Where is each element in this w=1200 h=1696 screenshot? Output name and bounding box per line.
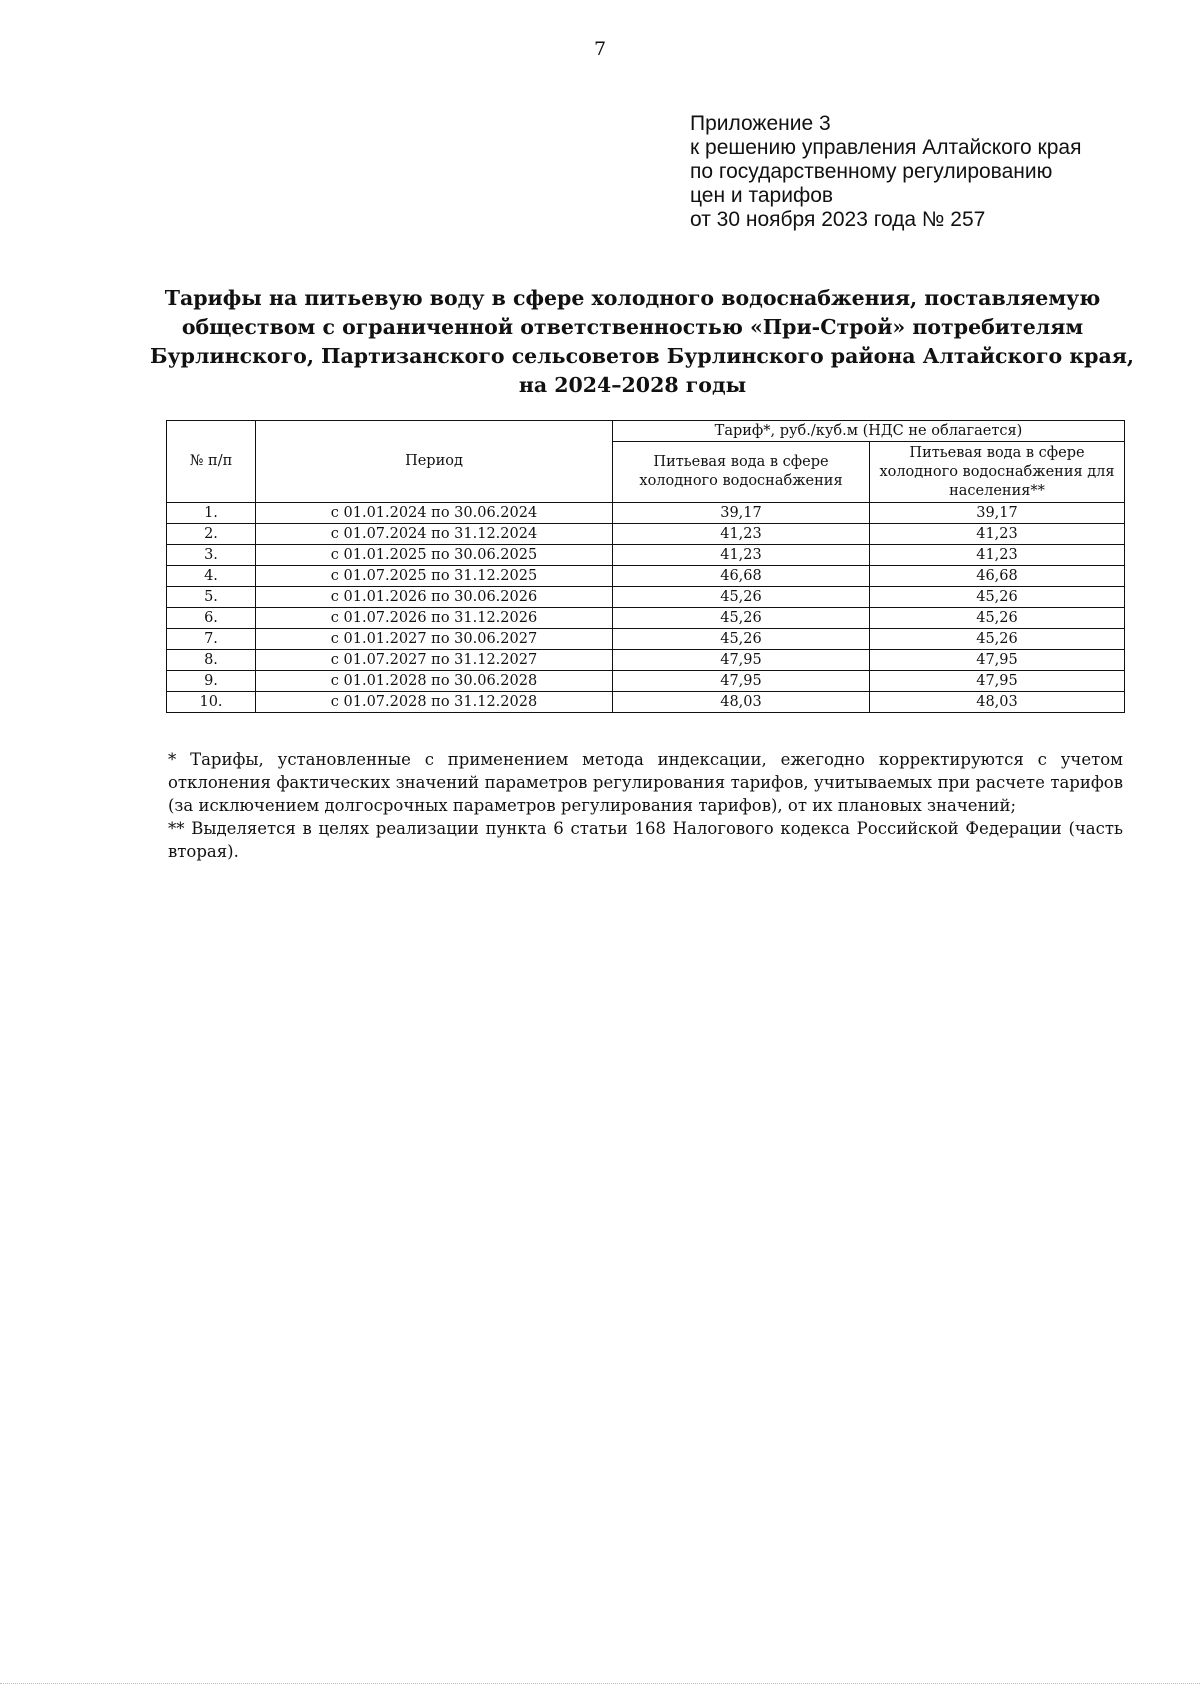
page-number: 7 bbox=[593, 38, 607, 60]
table-row bbox=[167, 524, 1125, 545]
table-row bbox=[167, 503, 1125, 524]
cell-period: с 01.07.2028 по 31.12.2028 bbox=[256, 692, 613, 713]
header-drinking-water: Питьевая вода в сфере холодного водоснабжения bbox=[613, 442, 870, 503]
table-row bbox=[167, 629, 1125, 650]
cell-num: 8. bbox=[167, 650, 256, 671]
cell-tariff-population: 45,26 bbox=[870, 629, 1125, 650]
cell-tariff: 45,26 bbox=[613, 608, 870, 629]
title-line: Бурлинского, Партизанского сельсоветов Бурлинского района Алтайского края, bbox=[150, 344, 1135, 368]
cell-num: 10. bbox=[167, 692, 256, 713]
cell-tariff: 45,26 bbox=[613, 629, 870, 650]
cell-tariff: 46,68 bbox=[613, 566, 870, 587]
cell-tariff-population: 48,03 bbox=[870, 692, 1125, 713]
cell-num: 4. bbox=[167, 566, 256, 587]
table-row bbox=[167, 608, 1125, 629]
cell-num: 5. bbox=[167, 587, 256, 608]
table-row bbox=[167, 566, 1125, 587]
footnote-2: ** Выделяется в целях реализации пункта 6 статьи 168 Налогового кодекса Российской Федерации (часть вторая). bbox=[168, 819, 1123, 861]
cell-period: с 01.01.2028 по 30.06.2028 bbox=[256, 671, 613, 692]
cell-tariff-population: 47,95 bbox=[870, 671, 1125, 692]
cell-num: 6. bbox=[167, 608, 256, 629]
cell-num: 7. bbox=[167, 629, 256, 650]
header-num: № п/п bbox=[167, 421, 256, 503]
cell-num: 2. bbox=[167, 524, 256, 545]
appendix-line: Приложение 3 bbox=[690, 112, 831, 135]
cell-period: с 01.07.2024 по 31.12.2024 bbox=[256, 524, 613, 545]
table-body bbox=[167, 503, 1125, 713]
cell-tariff-population: 45,26 bbox=[870, 587, 1125, 608]
tariff-table bbox=[166, 420, 1125, 713]
table-row bbox=[167, 587, 1125, 608]
cell-tariff-population: 46,68 bbox=[870, 566, 1125, 587]
title-line: обществом с ограниченной ответственностью «При-Строй» потребителям bbox=[181, 315, 1084, 339]
cell-tariff-population: 39,17 bbox=[870, 503, 1125, 524]
title-line: на 2024–2028 годы bbox=[518, 373, 747, 397]
header-period: Период bbox=[256, 421, 613, 503]
cell-tariff-population: 47,95 bbox=[870, 650, 1125, 671]
document-title bbox=[150, 284, 1135, 400]
cell-tariff: 41,23 bbox=[613, 524, 870, 545]
appendix-block bbox=[690, 112, 1081, 232]
cell-tariff: 48,03 bbox=[613, 692, 870, 713]
cell-period: с 01.01.2027 по 30.06.2027 bbox=[256, 629, 613, 650]
table-row bbox=[167, 671, 1125, 692]
cell-tariff: 47,95 bbox=[613, 650, 870, 671]
title-line: Тарифы на питьевую воду в сфере холодного водоснабжения, поставляемую bbox=[164, 286, 1101, 310]
cell-num: 3. bbox=[167, 545, 256, 566]
cell-period: с 01.07.2026 по 31.12.2026 bbox=[256, 608, 613, 629]
table-row bbox=[167, 692, 1125, 713]
cell-num: 9. bbox=[167, 671, 256, 692]
cell-tariff: 41,23 bbox=[613, 545, 870, 566]
cell-tariff-population: 41,23 bbox=[870, 524, 1125, 545]
cell-tariff: 45,26 bbox=[613, 587, 870, 608]
cell-period: с 01.07.2025 по 31.12.2025 bbox=[256, 566, 613, 587]
cell-period: с 01.01.2026 по 30.06.2026 bbox=[256, 587, 613, 608]
header-drinking-water-population: Питьевая вода в сфере холодного водоснабжения для населения** bbox=[870, 442, 1125, 503]
footnote-1: * Тарифы, установленные с применением метода индексации, ежегодно корректируются с учетом отклонения фактических значений параметров регулирования тарифов, учитываемых при расчете тарифов (за исключением долгосрочных параметров регулирования тарифов), от их плановых значений; bbox=[168, 750, 1123, 815]
cell-period: с 01.01.2025 по 30.06.2025 bbox=[256, 545, 613, 566]
footnotes bbox=[168, 748, 1123, 863]
cell-period: с 01.01.2024 по 30.06.2024 bbox=[256, 503, 613, 524]
appendix-line: цен и тарифов bbox=[690, 184, 834, 207]
scan-edge-line bbox=[0, 1683, 1200, 1684]
appendix-line: к решению управления Алтайского края bbox=[690, 136, 1082, 159]
cell-period: с 01.07.2027 по 31.12.2027 bbox=[256, 650, 613, 671]
header-tariff: Тариф*, руб./куб.м (НДС не облагается) bbox=[613, 421, 1125, 442]
cell-tariff: 39,17 bbox=[613, 503, 870, 524]
cell-tariff-population: 45,26 bbox=[870, 608, 1125, 629]
cell-num: 1. bbox=[167, 503, 256, 524]
table-row bbox=[167, 650, 1125, 671]
appendix-line: от 30 ноября 2023 года № 257 bbox=[690, 208, 986, 231]
cell-tariff-population: 41,23 bbox=[870, 545, 1125, 566]
table-row bbox=[167, 545, 1125, 566]
appendix-line: по государственному регулированию bbox=[690, 160, 1053, 183]
cell-tariff: 47,95 bbox=[613, 671, 870, 692]
